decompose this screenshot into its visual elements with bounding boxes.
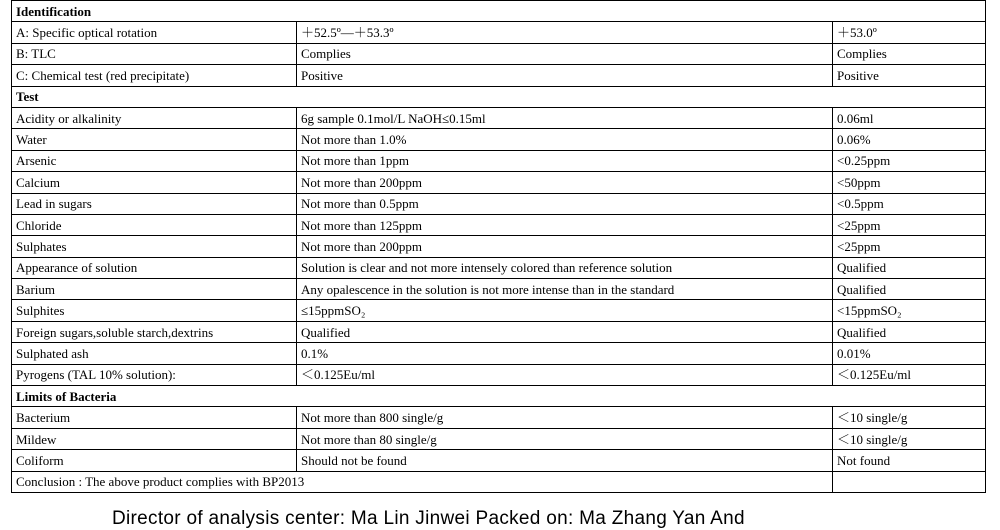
spec-cell: Not more than 0.5ppm [297,193,833,214]
result-cell: 0.06% [833,129,986,150]
table-row [12,150,986,171]
result-cell: <25ppm [833,236,986,257]
result-cell: ＋53.0º [833,22,986,43]
spec-cell: Positive [297,65,833,86]
item-cell: Barium [12,279,297,300]
result-cell: <50ppm [833,172,986,193]
item-cell: Sulphites [12,300,297,321]
result-cell: <15ppmSO₂ [833,300,986,321]
item-cell: Sulphates [12,236,297,257]
table-row [12,428,986,449]
table-row [12,193,986,214]
result-cell: ＜10 single/g [833,428,986,449]
section-title: Identification [12,1,986,22]
item-cell: Lead in sugars [12,193,297,214]
section-title: Limits of Bacteria [12,386,986,407]
result-cell: Qualified [833,279,986,300]
spec-cell: Not more than 800 single/g [297,407,833,428]
table-row [12,172,986,193]
table-row [12,364,986,385]
result-cell: ＜0.125Eu/ml [833,364,986,385]
section-header-row [12,1,986,22]
item-cell: C: Chemical test (red precipitate) [12,65,297,86]
spec-cell: 6g sample 0.1mol/L NaOH≤0.15ml [297,107,833,128]
item-cell: Mildew [12,428,297,449]
table-row [12,407,986,428]
table-row [12,279,986,300]
item-cell: Bacterium [12,407,297,428]
spec-cell: Not more than 200ppm [297,172,833,193]
result-cell: Not found [833,450,986,471]
specification-table [11,0,986,493]
result-cell: Qualified [833,257,986,278]
section-title: Test [12,86,986,107]
spec-cell: Qualified [297,321,833,342]
spec-cell: Should not be found [297,450,833,471]
result-cell: 0.06ml [833,107,986,128]
table-row [12,321,986,342]
spec-cell: Complies [297,43,833,64]
table-row [12,257,986,278]
result-cell: <0.25ppm [833,150,986,171]
table-row [12,450,986,471]
section-header-row [12,386,986,407]
spec-cell: Any opalescence in the solution is not more intense than in the standard [297,279,833,300]
conclusion-empty-cell [833,471,986,492]
spec-cell: Not more than 80 single/g [297,428,833,449]
item-cell: Water [12,129,297,150]
table-row [12,107,986,128]
table-row [12,214,986,235]
spec-cell: Not more than 1.0% [297,129,833,150]
item-cell: Foreign sugars,soluble starch,dextrins [12,321,297,342]
result-cell: 0.01% [833,343,986,364]
item-cell: Chloride [12,214,297,235]
item-cell: A: Specific optical rotation [12,22,297,43]
table-row [12,300,986,321]
item-cell: Coliform [12,450,297,471]
result-cell: <0.5ppm [833,193,986,214]
table-row [12,129,986,150]
spec-cell: Solution is clear and not more intensely colored than reference solution [297,257,833,278]
spec-cell: Not more than 125ppm [297,214,833,235]
table-row [12,22,986,43]
spec-cell: Not more than 200ppm [297,236,833,257]
item-cell: Arsenic [12,150,297,171]
result-cell: <25ppm [833,214,986,235]
item-cell: Pyrogens (TAL 10% solution): [12,364,297,385]
result-cell: ＜10 single/g [833,407,986,428]
section-header-row [12,86,986,107]
result-cell: Positive [833,65,986,86]
item-cell: Sulphated ash [12,343,297,364]
table-row [12,343,986,364]
item-cell: Appearance of solution [12,257,297,278]
spec-cell: ＜0.125Eu/ml [297,364,833,385]
table-row [12,43,986,64]
item-cell: Acidity or alkalinity [12,107,297,128]
table-body [12,1,986,493]
result-cell: Qualified [833,321,986,342]
spec-cell: ＋52.5º—＋53.3º [297,22,833,43]
table-row [12,65,986,86]
spec-cell: 0.1% [297,343,833,364]
spec-cell: ≤15ppmSO₂ [297,300,833,321]
footer-text: Director of analysis center: Ma Lin Jinwei Packed on: Ma Zhang Yan And [112,508,745,529]
result-cell: Complies [833,43,986,64]
conclusion-cell: Conclusion : The above product complies with BP2013 [12,471,833,492]
table-row [12,236,986,257]
item-cell: B: TLC [12,43,297,64]
conclusion-row [12,471,986,492]
spec-cell: Not more than 1ppm [297,150,833,171]
item-cell: Calcium [12,172,297,193]
